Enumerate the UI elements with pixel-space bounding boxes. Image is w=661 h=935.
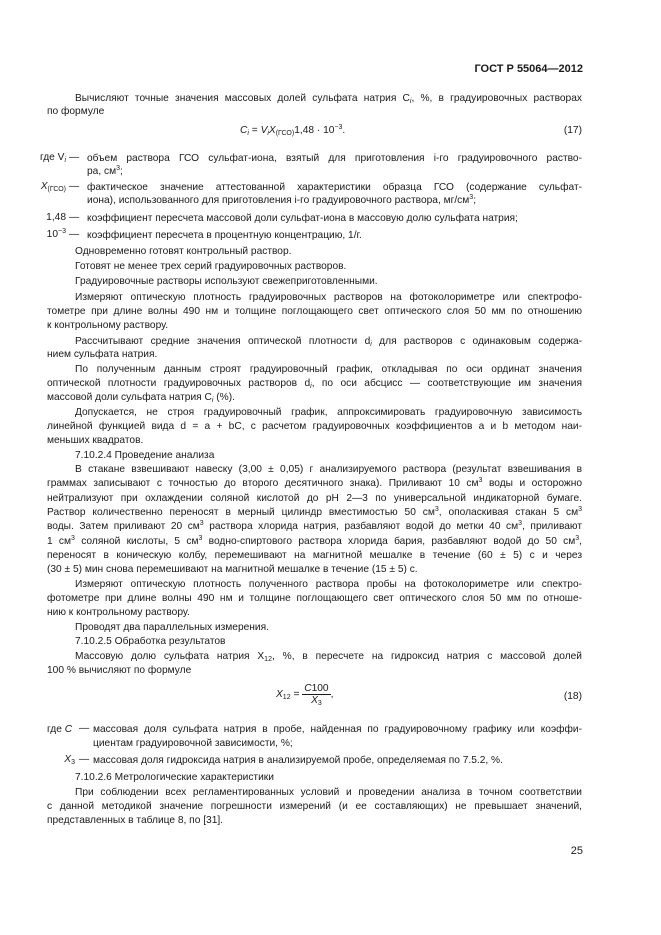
def-dash: — [69,181,80,192]
text-line: Проводят два параллельных измерения. [75,622,269,633]
paragraph-average: Рассчитывают средние значения оптической плотности $d_i$ для растворов с одинаковым содержа- [75,336,582,348]
def-text-c-1: массовая доля сульфата натрия в пробе, найденная по градуировочному графику или коэффи- [93,724,582,735]
equation-number-18: (18) [563,691,582,702]
def-text-vi-2: ра, $см^3$; [87,165,123,177]
def-text-10-3: коэффициент пересчета в процентную концентрацию, 1/г. [87,230,362,241]
formula-17: $C_i = V_iX_{(ГСО)}1,48 \cdot 10^{-3}$. [240,124,346,137]
text-line: оптической плотности градуировочных растворов $d_i$, по оси абсцисс — соответствующие им значения [47,378,582,390]
text-line: 100 % вычисляют по формуле [47,665,192,676]
def-dash: — [69,229,80,240]
text-line: Раствор количественно переносят в мерный цилиндр вместимостью 50 $см^3$, ополаскивая стакан 5 $см^3$ [47,506,582,518]
text-line: При соблюдении всех регламентированных условий и проведении анализа в точном соответствии [75,787,582,798]
text-line: Измеряют оптическую плотность полученного раствора пробы на фотоколориметре или спектро- [75,579,582,590]
text-line: линейной функцией вида d = a + bC, с расчетом градуировочных коэффициентов a и b методом наи- [47,421,582,432]
def-text-xgso-2: иона), использованного для приготовления i-го градуировочного раствора, $мг/см^3$; [87,194,477,206]
text-line: нейтрализуют при охлаждении соляной кислотой до pH 2—3 по универсальной индикаторной бумаге. [47,493,582,504]
text-line: Готовят не менее трех серий градуировочных растворов. [75,261,347,272]
text-line: массовой доли сульфата натрия $C_i$ (%). [47,392,235,404]
def-dash: — [69,212,80,223]
formula-18: $X_{12}$ = $\frac{C100}{X_3}$ , [276,683,334,707]
equation-number-17: (17) [563,125,582,136]
fraction: $\frac{C100}{X_3}$ [304,683,329,707]
text-line: нием сульфата натрия. [47,349,158,360]
section-heading-7-10-2-6: 7.10.2.6 Метрологические характеристики [75,772,274,783]
def-term-vi: где $V_i$ [39,152,66,164]
text-line: фотометре при длине волны 490 нм и толщине поглощающего свет оптического слоя 50 мм по отноше- [47,593,582,604]
text-line: переносят в коническую колбу, перемешивают на магнитной мешалке в течение (60 ± 5) с и через [47,550,582,561]
def-text-vi-1: объем раствора ГСО сульфат-иона, взятый для приготовления i-го градуировочного раство- [87,153,582,164]
paragraph-mass-fraction: Массовую долю сульфата натрия $X_{12}$, %, в пересчете на гидроксид натрия с массовой долей [75,651,582,663]
def-text-x3: массовая доля гидроксида натрия в анализируемой пробе, определяемая по 7.5.2, %. [93,755,503,766]
section-heading-7-10-2-5: 7.10.2.5 Обработка результатов [75,636,226,647]
text-line: Градуировочные растворы используют свежеприготовленными. [75,276,378,287]
def-dash: — [69,152,80,163]
section-heading-7-10-2-4: 7.10.2.4 Проведение анализа [75,450,215,461]
text-line: По полученным данным строят градуировочный график, откладывая по оси ординат значения [75,364,582,375]
text-line: с данной методикой значение погрешности измерений (и ее составляющих) не превышает значений, [47,801,582,812]
text-line: воды. Затем приливают 20 $см^3$ раствора хлорида натрия, разбавляют водой до метки 40 $см^3$, приливают [47,520,582,532]
def-dash: — [79,723,90,734]
def-term-148: 1,48 [46,212,66,223]
def-term-xgso: $X_{(ГСО)}$ [40,181,66,193]
def-term-x3: $X_3$ [64,754,75,766]
paragraph-intro-cont: по формуле [47,106,105,117]
page-header: ГОСТ Р 55064—2012 [474,63,583,75]
text-line: (30 ± 5) мин снова перемешивают на магнитной мешалке в течение (15 ± 5) с. [47,564,418,575]
text-line: представленных в таблице 8, по [31]. [47,815,224,826]
text-line: В стакане взвешивают навеску (3,00 ± 0,05) г анализируемого раствора (результат взвешивания в [75,464,582,475]
text-line: граммах записывают с точностью до второго десятичного знака). Приливают 10 $см^3$ воды и осторожно [47,477,582,489]
text-line: тометре при длине волны 490 нм и толщине поглощающего свет оптического слоя 50 мм по отношению [47,306,582,317]
def-text-xgso-1: фактическое значение аттестованной характеристики образца ГСО (содержание сульфат- [87,182,582,193]
text-line: Одновременно готовят контрольный раствор. [75,246,292,257]
paragraph-intro: Вычисляют точные значения массовых долей сульфата натрия $C_i$, %, в градуировочных растворах [75,93,582,105]
text-line: нию к контрольному раствору. [47,607,190,618]
def-text-c-2: циентам градуировочной зависимости, %; [93,738,293,749]
page-number: 25 [570,845,583,857]
text-line: Допускается, не строя градуировочный график, аппроксимировать градуировочную зависимость [75,407,582,418]
def-dash: — [79,754,90,765]
text-line: меньших квадратов. [47,435,144,446]
text-line: к контрольному раствору. [47,320,169,331]
def-term-c: где C [47,724,73,735]
def-text-148: коэффициент пересчета массовой доли сульфат-иона в массовую долю сульфата натрия; [87,213,518,224]
text-line: Измеряют оптическую плотность градуировочных растворов на фотоколориметре или спектрофо- [75,292,582,303]
def-term-10-3: $10^{-3}$ [46,228,66,240]
text-line: 1 $см^3$ соляной кислоты, 5 $см^3$ водно-спиртового раствора хлорида бария, разбавляют водой до 50 $см^3$, [47,535,582,547]
